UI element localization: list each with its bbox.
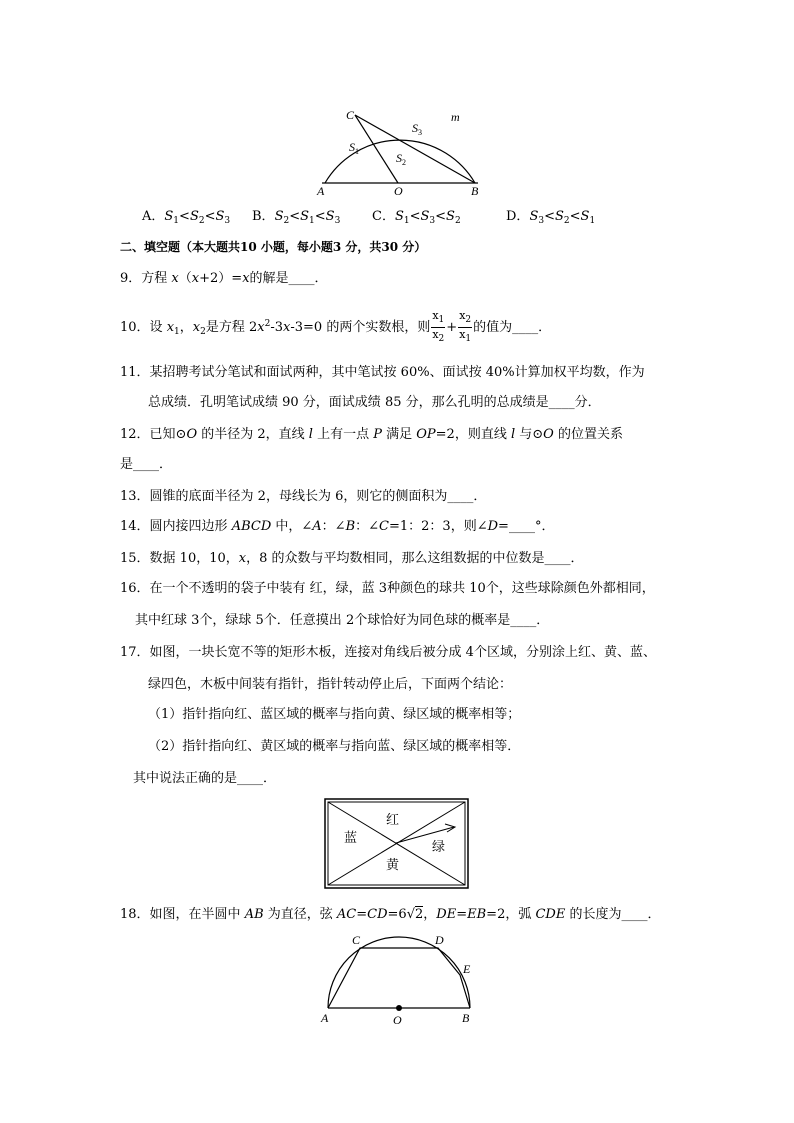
label-c: C xyxy=(352,933,361,947)
fraction-x2-over-x1: $\frac{x_2}{x_1}$ xyxy=(459,309,472,344)
question-17-line1: 17．如图，一块长宽不等的矩形木板，连接对角线后被分成 4个区域，分别涂上红、黄、蓝、 xyxy=(120,645,656,660)
label-s2: $S_2$ xyxy=(396,151,406,167)
label-a: A xyxy=(317,184,325,198)
question-9: 9．方程 x（x+2）=x的解是____． xyxy=(120,271,328,286)
question-16-line2: 其中红球 3个，绿球 5个．任意摸出 2个球恰好为同色球的概率是____． xyxy=(135,613,550,628)
label-e: E xyxy=(463,962,471,976)
label-o: O xyxy=(393,1013,402,1027)
question-12-line1: 12．已知⊙O 的半径为 2，直线 l 上有一点 P 满足 OP=2，则直线 l 与⊙O 的位置关系 xyxy=(120,427,623,442)
question-16-line1: 16．在一个不透明的袋子中装有 红，绿，蓝 3种颜色的球共 10个，这些球除颜色外都相同， xyxy=(120,581,655,596)
label-s1: $S_1$ xyxy=(349,140,359,156)
question-12-line2: 是____． xyxy=(120,457,173,472)
question-17-conclusion-1: （1）指针指向红、蓝区域的概率与指向黄、绿区域的概率相等； xyxy=(148,707,521,722)
question-15: 15．数据 10，10，x，8 的众数与平均数相同，那么这组数据的中位数是____． xyxy=(120,551,584,566)
region-red-label: 红 xyxy=(386,812,400,827)
question-14: 14．圆内接四边形 ABCD 中，∠A：∠B：∠C=1：2：3，则∠D=____°． xyxy=(120,519,555,534)
label-a: A xyxy=(321,1011,329,1025)
question-17-conclusion-2: （2）指针指向红、黄区域的概率与指向蓝、绿区域的概率相等． xyxy=(148,739,521,754)
question-13: 13．圆锥的底面半径为 2，母线长为 6，则它的侧面积为____． xyxy=(120,489,487,504)
question-17-line2: 绿四色，木板中间装有指针，指针转动停止后，下面两个结论： xyxy=(148,677,513,692)
q8-option-c[interactable]: C．$S_1<S_3<S_2$ xyxy=(372,209,461,226)
region-green-label: 绿 xyxy=(432,839,446,854)
label-b: B xyxy=(462,1011,470,1025)
q8-option-a[interactable]: A．$S_1<S_2<S_3$ xyxy=(142,209,231,226)
q8-figure xyxy=(300,100,500,200)
label-d: D xyxy=(435,933,444,947)
label-m: m xyxy=(451,110,460,124)
question-10: 10．设 $x_1$，$x_2$是方程 $2x^2-3x-3=0$ 的两个实数根，则 $\frac{x_1}{x_2}$ + $\frac{x_2}{x_1}$ 的值为____． xyxy=(120,309,552,344)
question-11-line1: 11．某招聘考试分笔试和面试两种，其中笔试按 60%、面试按 40%计算加权平均数，作为 xyxy=(120,365,645,380)
fraction-x1-over-x2: $\frac{x_1}{x_2}$ xyxy=(432,309,445,344)
sqrt-symbol: √2 xyxy=(406,907,424,922)
q8-option-d[interactable]: D．$S_3<S_2<S_1$ xyxy=(506,209,596,226)
label-b: B xyxy=(471,184,479,198)
question-11-line2: 总成绩．孔明笔试成绩 90 分，面试成绩 85 分，那么孔明的总成绩是____分． xyxy=(148,395,601,410)
question-17-answer: 其中说法正确的是____． xyxy=(133,771,277,786)
q17-figure xyxy=(324,798,469,890)
region-blue-label: 蓝 xyxy=(344,830,358,845)
section-title: 二、填空题（本大题共10 小题，每小题3 分，共30 分） xyxy=(120,240,427,254)
q18-figure xyxy=(310,930,485,1030)
label-s3: $S_3$ xyxy=(412,121,422,137)
label-c: C xyxy=(346,108,355,122)
region-yellow-label: 黄 xyxy=(386,857,400,872)
label-o: O xyxy=(394,184,403,198)
q8-option-b[interactable]: B．$S_2<S_1<S_3$ xyxy=(252,209,341,226)
center-point-o xyxy=(396,1005,402,1011)
question-18: 18．如图，在半圆中 AB 为直径，弦 AC=CD=6√2，DE=EB=2，弧 CDE 的长度为____． xyxy=(120,907,661,922)
